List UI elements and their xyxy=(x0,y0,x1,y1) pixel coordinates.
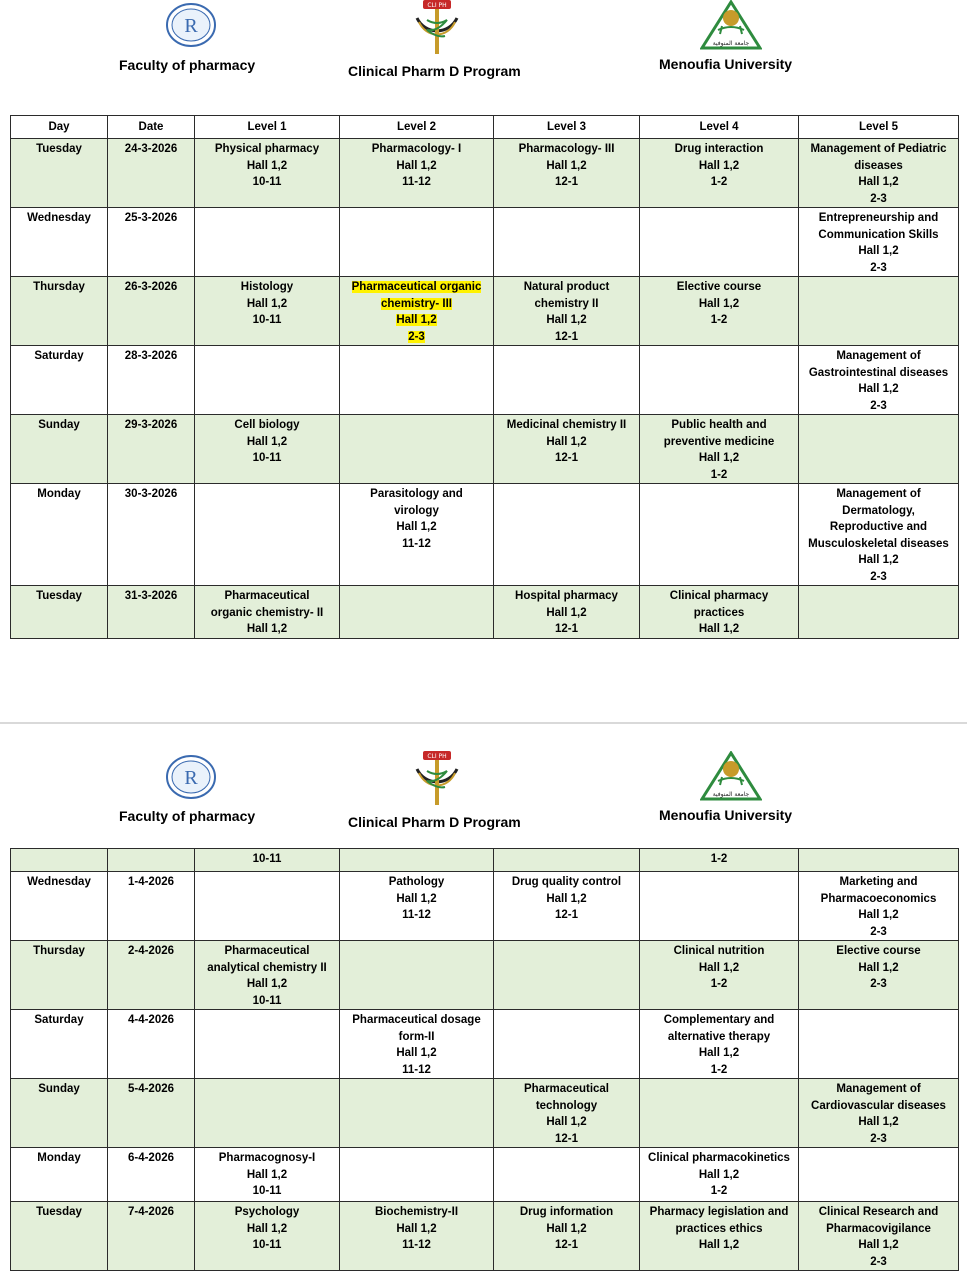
level-5-cell xyxy=(799,1079,959,1148)
course-line: Hall 1,2 xyxy=(546,1116,587,1128)
course-line: 12-1 xyxy=(554,1239,579,1251)
course-line: 12-1 xyxy=(554,1132,579,1145)
highlighted-text: 2-3 xyxy=(408,330,425,343)
level-3-cell xyxy=(494,208,640,277)
level-4-cell xyxy=(640,872,799,941)
faculty-logo-icon xyxy=(165,754,217,800)
level-2-cell xyxy=(340,277,494,346)
level-3-cell xyxy=(494,941,640,1010)
course-line: 10-11 xyxy=(252,1185,282,1197)
faculty-title: Faculty of pharmacy xyxy=(119,57,256,73)
course-line: Hall 1,2 xyxy=(698,1239,740,1251)
course-line: Hall 1,2 xyxy=(546,1222,587,1235)
course-line: Pharmaceutical xyxy=(224,945,310,957)
course-line: Hall 1,2 xyxy=(858,961,899,974)
course-line: Management of xyxy=(836,488,921,500)
level-5-cell xyxy=(799,484,959,586)
course-line: Pharmacology- I xyxy=(371,143,462,155)
level-1-cell xyxy=(195,586,340,639)
schedule-page-2 xyxy=(0,724,967,1280)
course-line: Drug quality control xyxy=(511,876,622,888)
course-line: Hall 1,2 xyxy=(246,978,288,990)
col-header-date: Date xyxy=(108,116,195,139)
level-5-cell xyxy=(799,415,959,484)
course-line: analytical chemistry II xyxy=(207,961,327,974)
level-3-cell xyxy=(494,484,640,586)
course-line: Hall 1,2 xyxy=(698,452,740,464)
course-line: Drug interaction xyxy=(674,143,764,155)
course-line: 11-12 xyxy=(402,1239,431,1251)
level-1-cell xyxy=(195,1202,340,1271)
course-line: Gastrointestinal diseases xyxy=(808,366,949,379)
course-line: Hall 1,2 xyxy=(546,435,587,448)
course-line: 12-1 xyxy=(554,176,579,188)
course-line: Hall 1,2 xyxy=(698,1047,740,1059)
course-line: Marketing and xyxy=(839,876,918,888)
course-line: 2-3 xyxy=(870,261,887,274)
pharmd-logo-text: CLI PH xyxy=(427,753,447,760)
level-3-cell xyxy=(494,1148,640,1202)
day-cell: Wednesday xyxy=(11,872,108,941)
table-row xyxy=(11,941,959,1010)
course-line: Hall 1,2 xyxy=(698,159,740,172)
course-line: Public health and xyxy=(671,419,767,431)
level-1-cell xyxy=(195,277,340,346)
course-line: 1-2 xyxy=(710,176,728,188)
course-line xyxy=(342,312,491,329)
table-row xyxy=(11,1148,959,1202)
course-line: Hall 1,2 xyxy=(858,1239,899,1251)
pharmd-logo-icon xyxy=(409,751,465,809)
course-line: Clinical nutrition xyxy=(673,945,765,957)
course-line: Reproductive and xyxy=(829,521,928,533)
course-line: Natural product xyxy=(523,281,610,293)
course-line: Hall 1,2 xyxy=(546,606,587,619)
day-cell: Monday xyxy=(11,1148,108,1202)
course-line: organic chemistry- II xyxy=(210,606,324,619)
highlighted-text: Hall 1,2 xyxy=(396,314,437,326)
pharmd-logo-text: CLI PH xyxy=(427,2,447,9)
level-4-cell xyxy=(640,1010,799,1079)
schedule-table-1 xyxy=(10,115,959,639)
course-line: Management of xyxy=(836,1083,921,1095)
col-header-level-3: Level 3 xyxy=(494,116,640,139)
table-row xyxy=(11,1079,959,1148)
level-3-cell xyxy=(494,872,640,941)
faculty-title: Faculty of pharmacy xyxy=(119,808,256,824)
col-header-level-5: Level 5 xyxy=(799,116,959,139)
highlighted-text: chemistry- III xyxy=(381,297,452,310)
date-cell: 24-3-2026 xyxy=(108,139,195,208)
course-line: 10-11 xyxy=(252,176,282,188)
level-1-cell xyxy=(195,1148,340,1202)
course-line: 11-12 xyxy=(402,1063,431,1076)
course-line: practices ethics xyxy=(675,1222,763,1235)
level-4-cell xyxy=(640,484,799,586)
level-5-cell xyxy=(799,1202,959,1271)
course-line: 10-11 xyxy=(252,1239,282,1251)
course-line xyxy=(342,329,491,346)
level-4-cell xyxy=(640,415,799,484)
faculty-logo-icon xyxy=(165,2,217,48)
level-1-cell xyxy=(195,208,340,277)
level-2-cell xyxy=(340,1079,494,1148)
continuation-level-1: 10-11 xyxy=(195,849,340,872)
table-row xyxy=(11,277,959,346)
course-line: Parasitology and xyxy=(370,488,463,500)
course-line: 2-3 xyxy=(870,1255,887,1268)
level-5-cell xyxy=(799,277,959,346)
course-line: 1-2 xyxy=(710,468,728,481)
course-line: Hall 1,2 xyxy=(246,159,288,172)
day-cell: Thursday xyxy=(11,277,108,346)
course-line: form-II xyxy=(398,1030,435,1043)
course-line: technology xyxy=(535,1099,598,1112)
university-logo-text: جامعة المنوفية xyxy=(712,40,750,47)
course-line: Hall 1,2 xyxy=(858,1116,899,1128)
level-5-cell xyxy=(799,1148,959,1202)
course-line: Hall 1,2 xyxy=(858,383,899,395)
table-row xyxy=(11,415,959,484)
university-title: Menoufia University xyxy=(659,807,793,823)
level-5-cell xyxy=(799,208,959,277)
course-line: 1-2 xyxy=(710,314,728,326)
level-3-cell xyxy=(494,1010,640,1079)
table-row xyxy=(11,1010,959,1079)
level-2-cell xyxy=(340,872,494,941)
date-cell: 31-3-2026 xyxy=(108,586,195,639)
date-cell: 1-4-2026 xyxy=(108,872,195,941)
table-row xyxy=(11,872,959,941)
level-1-cell xyxy=(195,872,340,941)
university-logo-icon xyxy=(700,751,762,803)
course-line: Pharmacoeconomics xyxy=(820,892,937,905)
day-cell: Monday xyxy=(11,484,108,586)
course-line: 2-3 xyxy=(870,978,887,990)
table-row xyxy=(11,586,959,639)
course-line: Hall 1,2 xyxy=(698,1168,740,1181)
course-line: Hall 1,2 xyxy=(246,623,288,635)
course-line: Psychology xyxy=(234,1206,300,1218)
table-row xyxy=(11,139,959,208)
program-title: Clinical Pharm D Program xyxy=(348,63,521,79)
course-line: 11-12 xyxy=(402,909,431,921)
course-line: 2-3 xyxy=(870,1132,887,1145)
course-line: 2-3 xyxy=(870,192,887,205)
course-line: Hall 1,2 xyxy=(396,1222,437,1235)
course-line: Hall 1,2 xyxy=(246,435,288,448)
course-line: Pharmaceutical xyxy=(523,1083,609,1095)
schedule-table-2 xyxy=(10,848,959,1271)
day-cell: Tuesday xyxy=(11,139,108,208)
course-line: 12-1 xyxy=(554,330,579,343)
course-line: virology xyxy=(394,504,439,517)
level-1-cell xyxy=(195,415,340,484)
course-line: Pathology xyxy=(388,876,445,888)
level-5-cell xyxy=(799,872,959,941)
level-1-cell xyxy=(195,1010,340,1079)
level-4-cell xyxy=(640,941,799,1010)
faculty-logo-letter: R xyxy=(184,15,198,37)
table-row xyxy=(11,484,959,586)
level-2-cell xyxy=(340,139,494,208)
course-line: Clinical Research and xyxy=(818,1206,939,1218)
level-3-cell xyxy=(494,1079,640,1148)
course-line: Dermatology, xyxy=(842,504,915,517)
course-line: Hall 1,2 xyxy=(698,623,740,635)
date-cell: 30-3-2026 xyxy=(108,484,195,586)
course-line: 12-1 xyxy=(554,452,579,464)
course-line: Hall 1,2 xyxy=(858,909,899,921)
level-5-cell xyxy=(799,1010,959,1079)
level-1-cell xyxy=(195,346,340,415)
table-row xyxy=(11,1202,959,1271)
level-2-cell xyxy=(340,1010,494,1079)
level-3-cell xyxy=(494,346,640,415)
faculty-logo-letter: R xyxy=(184,767,198,789)
pharmd-logo-icon xyxy=(409,0,465,58)
course-line: Hall 1,2 xyxy=(858,176,899,188)
level-2-cell xyxy=(340,346,494,415)
course-line: Hall 1,2 xyxy=(546,892,587,905)
course-line: Hall 1,2 xyxy=(246,1168,288,1181)
course-line: Hall 1,2 xyxy=(246,1222,288,1235)
date-cell: 7-4-2026 xyxy=(108,1202,195,1271)
course-line: Management of xyxy=(836,350,921,362)
day-cell: Saturday xyxy=(11,346,108,415)
course-line: Hospital pharmacy xyxy=(515,590,618,602)
course-line: Clinical pharmacokinetics xyxy=(648,1152,790,1164)
col-header-day: Day xyxy=(11,116,108,139)
level-1-cell xyxy=(195,941,340,1010)
level-1-cell xyxy=(195,139,340,208)
day-cell: Tuesday xyxy=(11,586,108,639)
course-line: 10-11 xyxy=(252,994,282,1007)
course-line: Pharmaceutical xyxy=(224,590,310,602)
course-line: 12-1 xyxy=(554,909,579,921)
course-line: Pharmacology- III xyxy=(518,143,615,155)
course-line: 2-3 xyxy=(870,925,887,938)
level-3-cell xyxy=(494,586,640,639)
table-header-row xyxy=(11,116,959,139)
level-2-cell xyxy=(340,586,494,639)
course-line: Hall 1,2 xyxy=(396,892,437,905)
course-line: Medicinal chemistry II xyxy=(506,419,627,431)
date-cell: 29-3-2026 xyxy=(108,415,195,484)
table-row xyxy=(11,208,959,277)
date-cell: 6-4-2026 xyxy=(108,1148,195,1202)
course-line: Clinical pharmacy xyxy=(669,590,769,602)
level-2-cell xyxy=(340,208,494,277)
level-5-cell xyxy=(799,941,959,1010)
course-line: 10-11 xyxy=(252,452,282,464)
course-line: Hall 1,2 xyxy=(396,1047,437,1059)
level-1-cell xyxy=(195,484,340,586)
col-header-level-2: Level 2 xyxy=(340,116,494,139)
course-line: 11-12 xyxy=(402,537,431,550)
course-line: Histology xyxy=(240,281,294,293)
course-line: Hall 1,2 xyxy=(698,297,740,310)
course-line: Hall 1,2 xyxy=(246,297,288,310)
course-line: 12-1 xyxy=(554,623,579,635)
day-cell: Thursday xyxy=(11,941,108,1010)
level-3-cell xyxy=(494,139,640,208)
level-4-cell xyxy=(640,586,799,639)
course-line xyxy=(342,296,491,313)
date-cell: 5-4-2026 xyxy=(108,1079,195,1148)
level-4-cell xyxy=(640,277,799,346)
course-line: Pharmacy legislation and xyxy=(649,1206,789,1218)
course-line xyxy=(342,279,491,296)
level-4-cell xyxy=(640,346,799,415)
level-5-cell xyxy=(799,346,959,415)
course-line: 1-2 xyxy=(710,978,728,990)
level-3-cell xyxy=(494,277,640,346)
course-line: alternative therapy xyxy=(667,1030,771,1043)
course-line: Management of Pediatric xyxy=(810,143,947,155)
date-cell: 2-4-2026 xyxy=(108,941,195,1010)
course-line: practices xyxy=(693,606,745,619)
level-5-cell xyxy=(799,586,959,639)
course-line: Elective course xyxy=(836,945,921,957)
level-4-cell xyxy=(640,1148,799,1202)
course-line: Complementary and xyxy=(663,1014,775,1026)
course-line: Elective course xyxy=(676,281,762,293)
continuation-row xyxy=(11,849,959,872)
course-line: 2-3 xyxy=(870,570,887,583)
level-4-cell xyxy=(640,1202,799,1271)
date-cell: 28-3-2026 xyxy=(108,346,195,415)
level-3-cell xyxy=(494,415,640,484)
level-1-cell xyxy=(195,1079,340,1148)
level-5-cell xyxy=(799,139,959,208)
course-line: 1-2 xyxy=(710,1185,728,1197)
course-line: Pharmaceutical dosage xyxy=(352,1014,481,1026)
course-line: Pharmacognosy-I xyxy=(218,1152,316,1164)
course-line: diseases xyxy=(854,159,903,172)
course-line: Hall 1,2 xyxy=(546,314,587,326)
level-2-cell xyxy=(340,941,494,1010)
course-line: Entrepreneurship and xyxy=(818,212,939,224)
course-line: 1-2 xyxy=(710,1063,728,1076)
course-line: Cardiovascular diseases xyxy=(811,1099,946,1112)
table-row xyxy=(11,346,959,415)
col-header-level-4: Level 4 xyxy=(640,116,799,139)
day-cell: Wednesday xyxy=(11,208,108,277)
col-header-level-1: Level 1 xyxy=(195,116,340,139)
level-2-cell xyxy=(340,415,494,484)
level-2-cell xyxy=(340,1202,494,1271)
university-logo-text: جامعة المنوفية xyxy=(712,791,750,798)
level-4-cell xyxy=(640,139,799,208)
course-line: Hall 1,2 xyxy=(546,159,587,172)
course-line: Communication Skills xyxy=(818,228,939,241)
level-4-cell xyxy=(640,208,799,277)
course-line: Pharmacovigilance xyxy=(826,1222,931,1235)
course-line: Biochemistry-II xyxy=(374,1206,459,1218)
level-4-cell xyxy=(640,1079,799,1148)
day-cell: Sunday xyxy=(11,415,108,484)
date-cell: 26-3-2026 xyxy=(108,277,195,346)
course-line: Hall 1,2 xyxy=(858,245,899,257)
level-2-cell xyxy=(340,484,494,586)
university-title: Menoufia University xyxy=(659,56,793,72)
university-logo-icon xyxy=(700,0,762,52)
program-title: Clinical Pharm D Program xyxy=(348,814,521,830)
day-cell: Saturday xyxy=(11,1010,108,1079)
course-line: preventive medicine xyxy=(663,435,775,448)
day-cell: Tuesday xyxy=(11,1202,108,1271)
course-line: Cell biology xyxy=(234,419,300,431)
course-line: Hall 1,2 xyxy=(698,961,740,974)
course-line: Hall 1,2 xyxy=(858,554,899,566)
course-line: Hall 1,2 xyxy=(396,521,437,533)
date-cell: 25-3-2026 xyxy=(108,208,195,277)
course-line: chemistry II xyxy=(534,297,599,310)
course-line: Hall 1,2 xyxy=(396,159,437,172)
continuation-level-4: 1-2 xyxy=(640,849,799,872)
course-line: 2-3 xyxy=(870,399,887,412)
level-2-cell xyxy=(340,1148,494,1202)
date-cell: 4-4-2026 xyxy=(108,1010,195,1079)
course-line: Physical pharmacy xyxy=(214,143,320,155)
course-line: Drug information xyxy=(519,1206,614,1218)
highlighted-text: Pharmaceutical organic xyxy=(351,281,482,293)
course-line: 10-11 xyxy=(252,314,282,326)
day-cell: Sunday xyxy=(11,1079,108,1148)
level-3-cell xyxy=(494,1202,640,1271)
course-line: Musculoskeletal diseases xyxy=(808,537,949,550)
course-line: 11-12 xyxy=(402,176,431,188)
